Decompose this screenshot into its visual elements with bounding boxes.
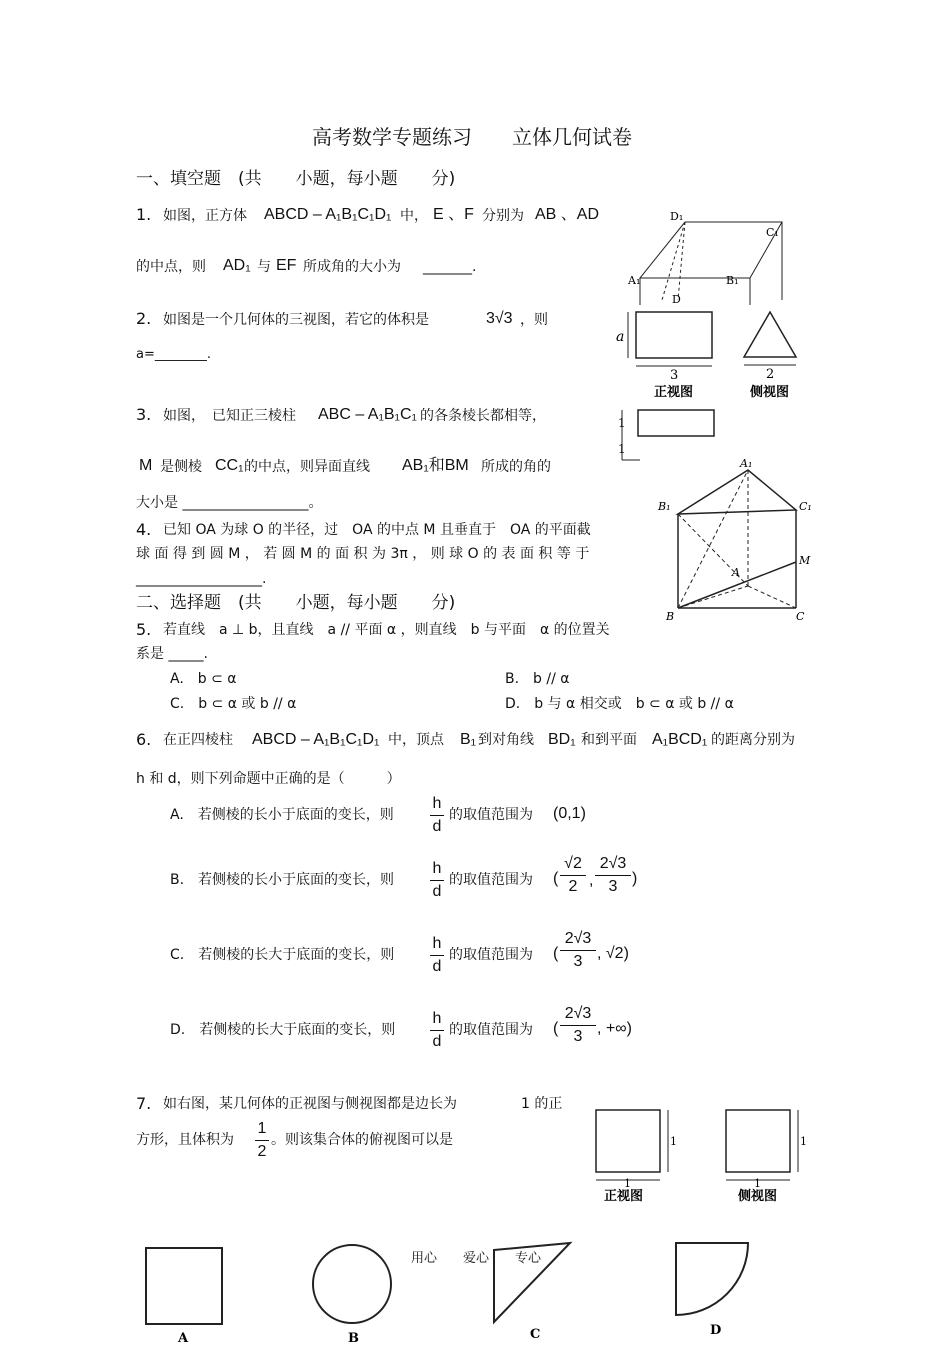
- q2-text: ，则: [520, 312, 548, 328]
- q7-options-figure: [130, 1238, 830, 1348]
- q2-answer-blank: a=________.: [136, 347, 211, 362]
- q6-text: 和到平面: [581, 732, 637, 748]
- q6-number: 6.: [136, 730, 152, 749]
- q6-math: A₁BCD₁: [652, 731, 708, 748]
- paren-open: (: [553, 945, 559, 962]
- frac-denominator: d: [432, 958, 442, 975]
- paren-open: (: [553, 1020, 559, 1037]
- dim-label: 1: [618, 416, 626, 430]
- frac-denominator: d: [432, 883, 442, 900]
- frac-numerator: 2√3: [564, 930, 592, 947]
- q6-option-b: B. 若侧棱的长小于底面的变长，则: [170, 872, 395, 888]
- q6-text: 在正四棱柱: [163, 732, 233, 748]
- range-label: 的取值范围为: [449, 872, 533, 888]
- q1-text: 所成角的大小为: [303, 259, 401, 275]
- cube-label: C₁: [766, 226, 779, 239]
- dim-label: 2: [766, 367, 775, 382]
- q7-text: 如右图，某几何体的正视图与侧视图都是边长为: [163, 1096, 457, 1112]
- frac-denominator: d: [432, 1033, 442, 1050]
- paren-close: ): [632, 870, 638, 887]
- q6-text: 的距离分别为: [711, 732, 795, 748]
- h-over-d-fraction: [430, 860, 444, 901]
- q3-math: M: [139, 457, 153, 474]
- cube-label: D: [672, 293, 681, 306]
- frac-denominator: 2: [257, 1143, 267, 1160]
- fraction: [560, 930, 596, 971]
- q2-text: 如图是一个几何体的三视图，若它的体积是: [163, 312, 429, 328]
- q2-volume: 3√3: [486, 310, 513, 327]
- q7-views-figure: [588, 1098, 828, 1208]
- q7-text: 1 的正: [521, 1096, 563, 1112]
- option-label: B: [348, 1331, 359, 1346]
- q1-text: 的中点，则: [136, 259, 206, 275]
- dim-label: 1: [618, 442, 626, 456]
- q3-math: ABC – A₁B₁C₁: [318, 406, 417, 423]
- frac-numerator: h: [432, 1010, 442, 1027]
- q5-number: 5.: [136, 620, 152, 639]
- q5-option-a: A. b ⊂ α: [170, 671, 237, 687]
- fraction: [595, 855, 631, 896]
- q3-text: 的各条棱长都相等，: [420, 408, 546, 424]
- prism-label: A: [732, 566, 740, 579]
- frac-denominator: 3: [573, 1028, 583, 1045]
- q5-option-c: C. b ⊂ α 或 b // α: [170, 696, 297, 712]
- q6-text: h 和 d，则下列命题中正确的是（ ）: [136, 771, 401, 787]
- q3-number: 3.: [136, 405, 152, 424]
- option-label: C: [530, 1327, 541, 1342]
- q7-front-label: 正视图: [604, 1189, 644, 1204]
- q5-option-b: B. b // α: [505, 671, 570, 687]
- q5-option-d: D. b 与 α 相交或 b ⊂ α 或 b // α: [505, 696, 734, 712]
- q1-math: E 、F: [433, 206, 474, 223]
- dim-label: 3: [670, 368, 679, 383]
- option-label: A: [178, 1331, 189, 1346]
- q1-text: 中，: [400, 208, 428, 224]
- page-title: 高考数学专题练习 立体几何试卷: [312, 125, 632, 149]
- q5-text: 系是 _____.: [136, 646, 208, 662]
- q1-blank: _______.: [423, 259, 477, 275]
- range-label: 的取值范围为: [449, 947, 533, 963]
- q6-option-c-tail: , √2): [597, 945, 629, 962]
- q6-option-a-range: (0,1): [553, 805, 586, 822]
- range-label: 的取值范围为: [449, 807, 533, 823]
- frac-numerator: 2√3: [564, 1005, 592, 1022]
- h-over-d-fraction: [430, 795, 444, 836]
- q4-text: 球 面 得 到 圆 M ， 若 圆 M 的 面 积 为 3π ， 则 球 O 的 表 面 积 等 于: [136, 546, 590, 562]
- q6-option-a: A. 若侧棱的长小于底面的变长，则: [170, 807, 394, 823]
- cube-label: D₁: [670, 210, 684, 223]
- option-label: D: [710, 1323, 722, 1338]
- cube-label: A₁: [628, 274, 641, 287]
- frac-numerator: 2√3: [599, 855, 627, 872]
- frac-numerator: h: [432, 935, 442, 952]
- h-over-d-fraction: [430, 1010, 444, 1051]
- q3-math: CC₁: [215, 457, 244, 474]
- dim-label: 1: [624, 1177, 631, 1190]
- q3-text: 的中点，则异面直线: [244, 459, 370, 475]
- q6-text: 中，顶点: [388, 732, 444, 748]
- q6-math: BD₁: [548, 731, 576, 748]
- q1-math: AD₁: [223, 257, 251, 274]
- prism-label: M: [799, 554, 811, 567]
- q7-side-label: 侧视图: [738, 1189, 778, 1204]
- q1-math: AB 、AD: [535, 206, 600, 223]
- page-footer: 用心 爱心 专心: [411, 1251, 542, 1266]
- q1-text: 分别为: [482, 208, 524, 224]
- prism-label: C₁: [799, 500, 812, 513]
- q6-math: B₁: [460, 731, 477, 748]
- frac-numerator: √2: [564, 855, 582, 872]
- q3-text: 已知正三棱柱: [212, 408, 296, 424]
- dim-label: a: [616, 329, 625, 345]
- h-over-d-fraction: [430, 935, 444, 976]
- q7-number: 7.: [136, 1094, 152, 1113]
- frac-numerator: h: [432, 860, 442, 877]
- frac-denominator: 3: [573, 953, 583, 970]
- q5-text: 若直线 a ⊥ b，且直线 a // 平面 α ，则直线 b 与平面 α 的位置关: [163, 622, 610, 638]
- prism-figure: [656, 458, 826, 623]
- q3-text: 所成的角的: [481, 459, 551, 475]
- three-view-figure: [592, 300, 822, 470]
- q1-number: 1.: [136, 205, 152, 224]
- q3-math: AB₁和BM: [402, 457, 469, 474]
- q2-number: 2.: [136, 309, 152, 328]
- q4-answer-blank: __________________.: [136, 571, 267, 587]
- front-view-label: 正视图: [654, 385, 694, 400]
- comma: ,: [589, 872, 594, 889]
- q4-number: 4.: [136, 520, 152, 539]
- frac-denominator: 3: [608, 878, 618, 895]
- q4-text: 已知 OA 为球 O 的半径，过 OA 的中点 M 且垂直于 OA 的平面截: [163, 522, 591, 538]
- q7-text: 方形，且体积为: [136, 1132, 234, 1148]
- frac-numerator: h: [432, 795, 442, 812]
- q6-option-c: C. 若侧棱的长大于底面的变长，则: [170, 947, 395, 963]
- cube-figure: [620, 210, 790, 305]
- dim-label: 1: [670, 1135, 677, 1148]
- q6-option-d: D. 若侧棱的长大于底面的变长，则: [170, 1022, 396, 1038]
- paren-open: (: [553, 870, 559, 887]
- q3-answer-blank: 大小是 __________________。: [136, 495, 323, 511]
- volume-fraction: [255, 1120, 269, 1161]
- q6-math: ABCD – A₁B₁C₁D₁: [252, 731, 380, 748]
- dim-label: 1: [800, 1135, 807, 1148]
- q1-text: 如图，正方体: [163, 208, 247, 224]
- q3-text: 如图，: [163, 408, 205, 424]
- prism-label: A₁: [740, 457, 753, 470]
- prism-label: B: [666, 610, 675, 623]
- q7-text: 。则该集合体的俯视图可以是: [271, 1132, 453, 1148]
- fraction: [560, 855, 586, 896]
- frac-denominator: 2: [568, 878, 578, 895]
- dim-label: 1: [754, 1177, 761, 1190]
- q1-math: EF: [276, 257, 297, 274]
- section-choice-heading: 二、选择题 (共 小题，每小题 分): [136, 593, 456, 613]
- q6-option-d-tail: , +∞): [597, 1020, 632, 1037]
- q1-text: 与: [257, 259, 271, 275]
- q3-text: 是侧棱: [160, 459, 202, 475]
- side-view-label: 侧视图: [750, 385, 790, 400]
- frac-denominator: d: [432, 818, 442, 835]
- cube-label: B₁: [726, 274, 739, 287]
- fraction: [560, 1005, 596, 1046]
- frac-numerator: 1: [257, 1120, 267, 1137]
- range-label: 的取值范围为: [449, 1022, 533, 1038]
- q6-text: 到对角线: [478, 732, 534, 748]
- prism-label: C: [796, 610, 805, 623]
- section-fill-heading: 一、填空题 (共 小题，每小题 分): [136, 169, 456, 189]
- q1-math: ABCD – A₁B₁C₁D₁: [264, 206, 392, 223]
- prism-label: B₁: [658, 500, 671, 513]
